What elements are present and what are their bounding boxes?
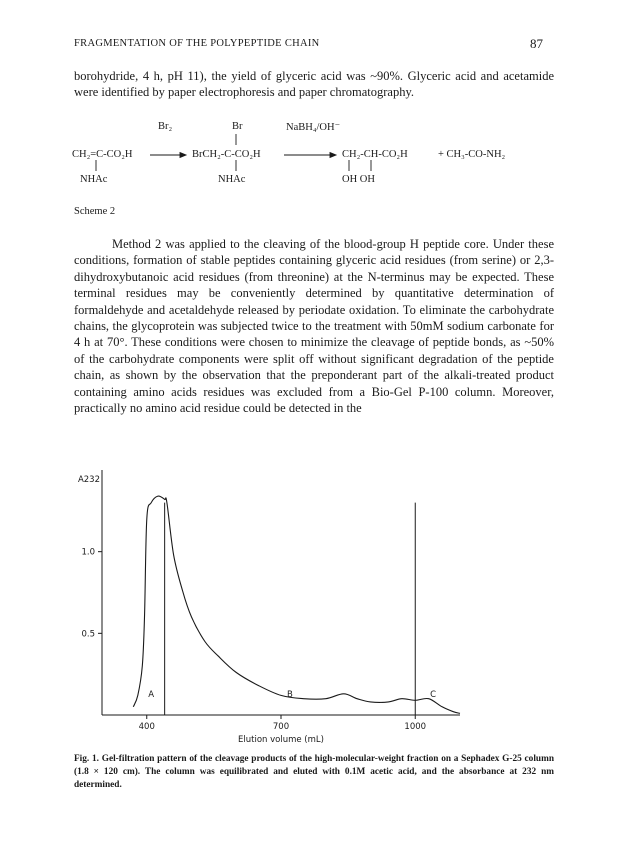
y-tick-label: 0.5	[81, 629, 95, 640]
scheme-product-1-sub: OH OH	[342, 174, 375, 185]
fraction-label: B	[287, 690, 293, 700]
scheme-reagent-br2: Br₂	[158, 121, 173, 132]
scheme-compound-2: BrCH₂-C-CO₂H	[192, 149, 261, 160]
scheme-product-1: CH₂-CH-CO₂H	[342, 149, 408, 160]
scheme-br-substituent: Br	[232, 121, 243, 132]
scheme-compound-1-sub: NHAc	[80, 174, 108, 185]
y-tick-label: 1.0	[81, 547, 95, 558]
chart-axes	[98, 470, 460, 719]
y-axis-label: A232	[77, 475, 100, 485]
page-number: 87	[530, 36, 543, 51]
scheme-reagent-nabh4: NaBH₄/OH⁻	[286, 122, 341, 133]
paragraph-2: Method 2 was applied to the cleaving of the blood-group H peptide core. Under these conditions, formation of stable peptides containing glyceric acid residues (from serine) or 2,3-dihydroxybutanoic acid residues (from threonine) at the N-terminus may be expected. These terminal residues may be conveniently determined by quantitative determination of formaldehyde and acetaldehyde released by periodate oxidation. To eliminate the carbohydrate chains, the glycoprotein was subjected twice to the treatment with 50mM sodium carbonate for 4 h at 70°. These conditions were chosen to minimize the cleavage of peptide bonds, as ~50% of the carbohydrate components were split off without significant degradation of the peptide chain, as shown by the observation that the preponderant part of the alkali-treated product containing amino acids residues was excluded from a Bio-Gel P-100 column. Moreover, practically no amino acid residue could be detected in the	[74, 237, 554, 416]
fraction-boundaries	[165, 503, 416, 715]
scheme-label: Scheme 2	[74, 206, 116, 217]
x-axis-label: Elution volume (mL)	[238, 735, 324, 745]
fraction-label: C	[430, 690, 437, 700]
scheme-product-2: + CH₃-CO-NH₂	[438, 149, 506, 160]
scheme-compound-2-sub: NHAc	[218, 174, 246, 185]
chart-labels	[78, 475, 436, 745]
fraction-label: A	[148, 690, 155, 700]
x-tick-label: 400	[138, 722, 155, 732]
figure-caption: Fig. 1. Gel-filtration pattern of the cleavage products of the high-molecular-weight fraction on a Sephadex G-25 column (1.8 × 120 cm). The column was equilibrated and eluted with 0.1M acetic acid, and the absorbance at 232 nm determined.	[74, 754, 554, 790]
x-tick-label: 700	[272, 722, 290, 732]
elution-curve	[133, 496, 460, 713]
running-head: FRAGMENTATION OF THE POLYPEPTIDE CHAIN	[74, 38, 320, 49]
scheme-compound-1: CH₂=C-CO₂H	[72, 149, 133, 160]
x-tick-label: 1000	[404, 722, 427, 732]
paragraph-1: borohydride, 4 h, pH 11), the yield of glyceric acid was ~90%. Glyceric acid and acetamide were identified by paper electrophoresis and paper chromatography.	[74, 69, 554, 100]
